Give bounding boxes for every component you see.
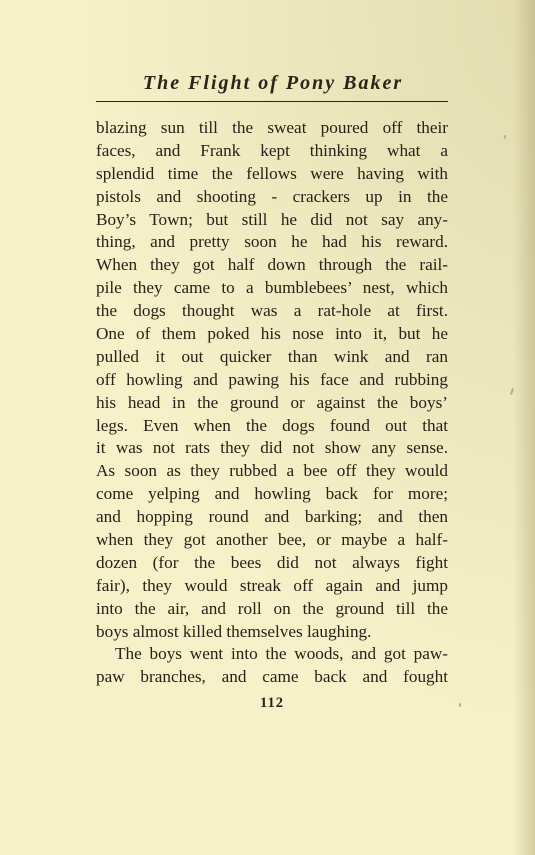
text-line: Boy’s Town; but still he did not say any- <box>96 209 448 229</box>
text-line: splendid time the fellows were having with <box>96 163 448 183</box>
body-text <box>96 117 448 689</box>
text-line: off howling and pawing his face and rubbing <box>96 369 448 389</box>
text-line: when they got another bee, or maybe a half- <box>96 530 448 550</box>
text-line: boys almost killed themselves laughing. <box>96 621 372 641</box>
text-line: legs. Even when the dogs found out that <box>96 415 448 435</box>
text-line: pistols and shooting - crackers up in the <box>96 186 448 206</box>
running-head: The Flight of Pony Baker <box>142 72 404 94</box>
text-line: When they got half down through the rail- <box>96 255 448 275</box>
text-line: his head in the ground or against the boys’ <box>96 392 448 412</box>
text-line: The boys went into the woods, and got paw- <box>115 644 448 664</box>
text-line: come yelping and howling back for more; <box>96 484 448 504</box>
text-line: dozen (for the bees did not always fight <box>96 552 448 572</box>
text-line: and hopping round and barking; and then <box>96 507 448 527</box>
text-line: pulled it out quicker than wink and ran <box>96 346 448 366</box>
text-line: As soon as they rubbed a bee off they would <box>96 461 448 481</box>
text-line: paw branches, and came back and fought <box>96 667 448 687</box>
page-number: 112 <box>260 695 284 711</box>
text-line: it was not rats they did not show any sense. <box>96 438 448 458</box>
text-line: into the air, and roll on the ground till the <box>96 598 448 618</box>
text-line: fair), they would streak off again and jump <box>96 575 448 595</box>
text-line: faces, and Frank kept thinking what a <box>96 140 448 160</box>
text-line: blazing sun till the sweat poured off their <box>96 118 448 137</box>
header-rule <box>96 101 448 102</box>
text-line: pile they came to a bumblebees’ nest, which <box>96 278 448 298</box>
text-line: One of them poked his nose into it, but he <box>96 324 448 344</box>
text-line: the dogs thought was a rat-hole at first. <box>96 301 448 321</box>
text-line: thing, and pretty soon he had his reward. <box>96 232 448 252</box>
